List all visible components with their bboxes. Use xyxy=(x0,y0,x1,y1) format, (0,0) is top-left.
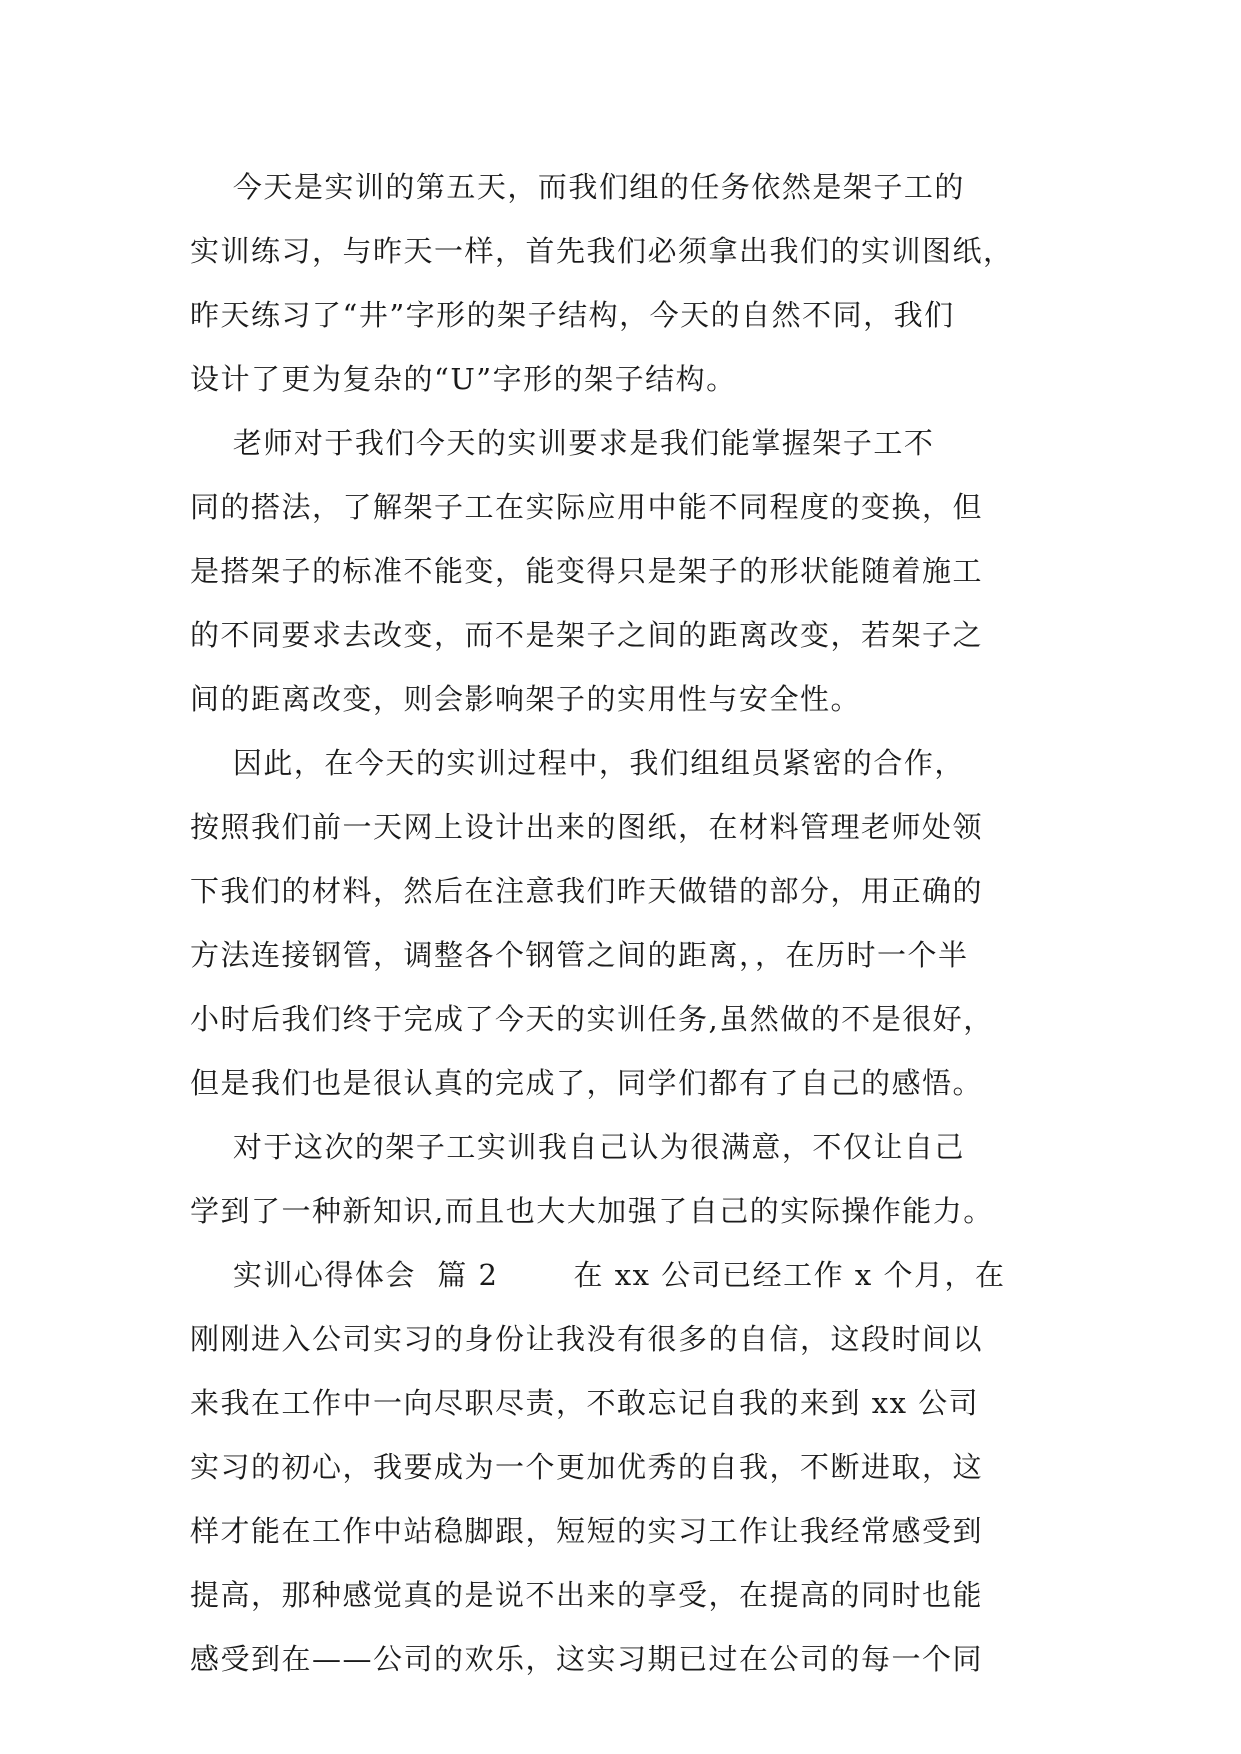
text-line: 刚刚进入公司实习的身份让我没有很多的自信，这段时间以 xyxy=(190,1322,984,1356)
text-line: 感受到在——公司的欢乐，这实习期已过在公司的每一个同 xyxy=(190,1642,984,1676)
text-line: 昨天练习了“井”字形的架子结构，今天的自然不同，我们 xyxy=(190,298,955,332)
text-line: 同的搭法，了解架子工在实际应用中能不同程度的变换，但 xyxy=(190,490,984,524)
text-line: 老师对于我们今天的实训要求是我们能掌握架子工不 xyxy=(190,426,935,460)
text-line: 方法连接钢管，调整各个钢管之间的距离，，在历时一个半 xyxy=(190,938,969,972)
text-line: 来我在工作中一向尽职尽责，不敢忘记自我的来到 xx 公司 xyxy=(190,1386,980,1420)
text-line: 实训心得体会 篇 2 在 xx 公司已经工作 x 个月，在 xyxy=(190,1258,1006,1292)
document-body xyxy=(190,155,1070,1691)
text-line: 的不同要求去改变，而不是架子之间的距离改变，若架子之 xyxy=(190,618,984,652)
text-line: 对于这次的架子工实训我自己认为很满意，不仅让自己 xyxy=(190,1130,965,1164)
text-line: 下我们的材料，然后在注意我们昨天做错的部分，用正确的 xyxy=(190,874,984,908)
text-line: 是搭架子的标准不能变，能变得只是架子的形状能随着施工 xyxy=(190,554,984,588)
text-line: 学到了一种新知识,而且也大大加强了自己的实际操作能力。 xyxy=(190,1194,994,1228)
text-line: 设计了更为复杂的“U”字形的架子结构。 xyxy=(190,362,737,396)
text-line: 按照我们前一天网上设计出来的图纸，在材料管理老师处领 xyxy=(190,810,984,844)
text-line: 样才能在工作中站稳脚跟，短短的实习工作让我经常感受到 xyxy=(190,1514,984,1548)
text-line: 但是我们也是很认真的完成了，同学们都有了自己的感悟。 xyxy=(190,1066,984,1100)
text-line: 实训练习，与昨天一样，首先我们必须拿出我们的实训图纸， xyxy=(190,234,1014,268)
text-line: 今天是实训的第五天，而我们组的任务依然是架子工的 xyxy=(190,170,965,204)
text-line: 提高，那种感觉真的是说不出来的享受，在提高的同时也能 xyxy=(190,1578,984,1612)
text-line: 因此，在今天的实训过程中，我们组组员紧密的合作， xyxy=(190,746,965,780)
text-line: 间的距离改变，则会影响架子的实用性与安全性。 xyxy=(190,682,862,716)
text-line: 实习的初心，我要成为一个更加优秀的自我，不断进取，这 xyxy=(190,1450,984,1484)
text-line: 小时后我们终于完成了今天的实训任务,虽然做的不是很好， xyxy=(190,1002,994,1036)
